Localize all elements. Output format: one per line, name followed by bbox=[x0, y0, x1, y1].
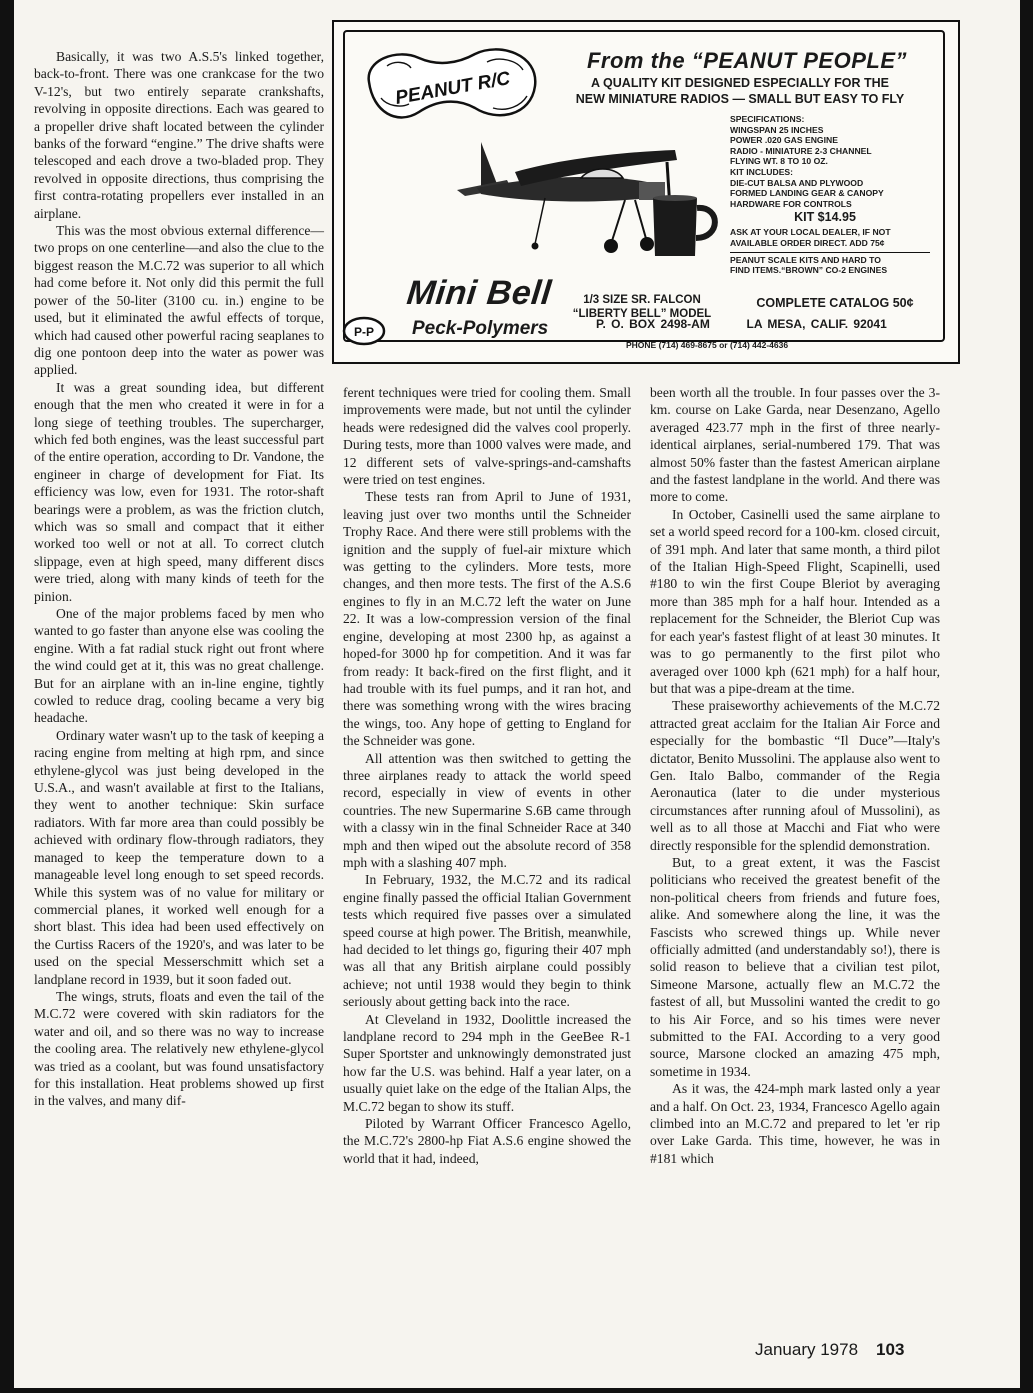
peanut-logo-text: PEANUT R/C bbox=[393, 68, 512, 109]
issue-date: January 1978 bbox=[755, 1340, 859, 1359]
ad-subheadline-2: NEW MINIATURE RADIOS — SMALL BUT EASY TO FLY bbox=[575, 92, 905, 106]
model-description-1: 1/3 SIZE SR. FALCON bbox=[583, 294, 701, 306]
paragraph: This was the most obvious external difference—two props on one centerline—and also the clue to the biggest reason the M.C.72 was superior to all which had come before it. Not only did this permit the full power of the 50-liter (3100 cu. in.) engine to be used, but it eliminated the awful effects of torque, which had caused other powerful racing seaplanes to dig one pontoon deep into the water as power was applied. bbox=[34, 223, 324, 378]
paragraph: In February, 1932, the M.C.72 and its radical engine finally passed the official Italian Government tests which required five passes over a simulated speed course at high power. The British, meanwhile, had decided to let things go, figuring their 407 mph was all that any British airplane could possibly achieve; not until 1938 would they begin to think seriously about getting back into the race. bbox=[343, 872, 631, 1010]
logo-text: P-P bbox=[353, 325, 375, 339]
paragraph: It was a great sounding idea, but different enough that the men who created it were in for a long siege of teething troubles. The supercharger, which fed both engines, was the least successful part of the entire operation, according to Dr. Vandone, the engineer in charge of development for Fiat. Its efficiency was low, even for 1931. The rotor-shaft bearings were a problem, as was the friction clutch, which was so small and compact that it either worked too well or not at all. To correct clutch slippage, even at high speed, many different discs were tried, along with many kinds of teeth for the pinion. bbox=[34, 379, 324, 604]
company-phone: PHONE (714) 469-8675 or (714) 442-4636 bbox=[626, 340, 789, 350]
company-name: Peck-Polymers bbox=[412, 318, 549, 339]
ad-specifications bbox=[730, 114, 940, 276]
page-number: 103 bbox=[876, 1340, 905, 1359]
coffee-mug-icon bbox=[647, 192, 727, 262]
article-column-2 bbox=[343, 384, 631, 1167]
product-name: Mini Bell bbox=[405, 274, 554, 312]
spec-line: POWER .020 GAS ENGINE bbox=[730, 135, 838, 146]
model-airplane-illustration bbox=[385, 132, 685, 267]
kit-line: DIE-CUT BALSA AND PLYWOOD bbox=[730, 177, 864, 188]
spec-line: RADIO - MINIATURE 2-3 CHANNEL bbox=[730, 145, 872, 156]
spec-line: WINGSPAN 25 INCHES bbox=[730, 124, 824, 135]
paragraph: These tests ran from April to June of 1931, leaving just over two months until the Schneider Trophy Race. And there were still problems with the ignition and the supply of fuel-air mixture which was getting to the cylinders. More tests, more changes, and then more tests. The first of the A.S.6 engines to fly in an M.C.72 left the water on June 22. It was a low-compression version of the final engine, developing at most 2300 hp, as against a hoped-for 3000 hp for competition. And it was far from ready: It back-fired on the first flight, and it had trouble with its fuel pumps, and it ran hot, and there was something wrong with the wires bracing the wings, too. Any hope of getting to England for the Schneider was gone. bbox=[343, 489, 631, 749]
paragraph: These praiseworthy achievements of the M.C.72 attracted great acclaim for the Italian Air Force and especially for the bombastic “Il Duce”—Italy's dictator, Benito Mussolini. The applause also went to Gen. Italo Balbo, commander of the Regia Aeronautica (later to die under mysterious circumstances after running afoul of Mussolini), as well as to all those at Macchi and Fiat who were directly responsible for the splendid demonstration. bbox=[650, 698, 940, 853]
kit-price: KIT $14.95 bbox=[794, 210, 856, 225]
advertisement bbox=[332, 20, 960, 364]
paragraph: One of the major problems faced by men who wanted to go faster than anyone else was cooling the engine. With a fat radial stuck right out front where the wind could get at it, this was no great challenge. But for an airplane with an in-line engine, tightly cowled to reduce drag, cooling became a very big headache. bbox=[34, 606, 324, 726]
paragraph: ferent techniques were tried for cooling them. Small improvements were made, but not until the cylinder heads were redesigned did the valves cool properly. During tests, more than 1000 valves were made, and 12 different sets of valve-springs-and-camshafts were tried on test engines. bbox=[343, 385, 631, 488]
divider bbox=[730, 252, 930, 253]
kit-line: HARDWARE FOR CONTROLS bbox=[730, 198, 852, 209]
company-address bbox=[596, 317, 936, 331]
ad-subheadline-1: A QUALITY KIT DESIGNED ESPECIALLY FOR THE bbox=[591, 76, 889, 90]
spec-line: FLYING WT. 8 TO 10 OZ. bbox=[730, 156, 828, 167]
article-column-3 bbox=[650, 384, 940, 1167]
paragraph: been worth all the trouble. In four passes over the 3-km. course on Lake Garda, near Desenzano, Agello averaged 423.77 mph in the first of three nearly-identical airplanes, serial-numbered 179. That was almost 50% faster than the fastest American airplane and the fastest landplane in the world. And there was more to come. bbox=[650, 385, 940, 505]
city: LA MESA, CALIF. 92041 bbox=[746, 317, 887, 331]
page-footer bbox=[755, 1340, 904, 1360]
po-box: P. O. BOX 2498-AM bbox=[596, 317, 710, 331]
magazine-page bbox=[14, 0, 1020, 1388]
paragraph: All attention was then switched to getting the three airplanes ready to attack the world speed record, especially in view of events in other countries. The new Supermarine S.6B came through with a classy win in the final Schneider Race at 340 mph and then wiped out the absolute record of 358 mph with a slashing 407 mph. bbox=[343, 750, 631, 870]
kit-line: FORMED LANDING GEAR & CANOPY bbox=[730, 188, 884, 199]
peck-polymers-logo bbox=[342, 316, 386, 346]
paragraph: As it was, the 424-mph mark lasted only a year and a half. On Oct. 23, 1934, Francesco Agello again climbed into an M.C.72 and prepared to let 'er rip over Lake Garda. This time, however, he was in #181 which bbox=[650, 1081, 940, 1166]
paragraph: The wings, struts, floats and even the tail of the M.C.72 were covered with skin radiators for the water and oil, and so there was no way to increase the cooling area. The relatively new ethylene-glycol was tried as a coolant, but was found unsatisfactory for this installation. Heat problems showed up first in the valves, and many dif- bbox=[34, 988, 324, 1109]
ad-frame bbox=[343, 30, 945, 342]
kit-title: KIT INCLUDES: bbox=[730, 166, 794, 177]
paragraph: In October, Casinelli used the same airplane to set a world speed record for a 100-km. closed circuit, of 391 mph. And later that same month, a third pilot of the Italian High-Speed Flight, Scapinelli, used #180 to win the first Coupe Bleriot by averaging more than 385 mph for a half hour. Intended as a replacement for the Schneider, the Bleriot Cup was for each year's fastest flight of at least 30 minutes. It was to go permanently to the first pilot who averaged over 1000 kph (621 mph) for a half hour, but that was a pipe-dream at the time. bbox=[650, 506, 940, 696]
paragraph: Basically, it was two A.S.5's linked together, back-to-front. There was one crankcase for the two V-12's, but two entirely separate crankshafts, revolving in opposite directions. Each was geared to a propeller drive shaft located between the cylinder banks of the forward “engine.” The drive shafts were telescoped and each drove a two-bladed prop. They revolved in opposite directions, thus comprising the first contra-rotating propellers ever installed in an airplane. bbox=[34, 49, 324, 221]
catalog-offer: COMPLETE CATALOG 50¢ bbox=[756, 296, 914, 310]
dealer-note: AVAILABLE ORDER DIRECT. ADD 75¢ bbox=[730, 237, 885, 248]
paragraph: Piloted by Warrant Officer Francesco Agello, the M.C.72's 2800-hp Fiat A.S.6 engine showed the world that it had, indeed, bbox=[343, 1116, 631, 1166]
paragraph: Ordinary water wasn't up to the task of keeping a racing engine from melting at high rpm, and since ethylene-glycol was just being developed in the U.S.A., and wasn't available at first to the Italians, they went to another technique: Skin surface radiators. With far more area than could possibly be achieved with ordinary flow-through radiators, they managed to keep the temperature down to a manageable level long enough to set speed records. While this system was of no value for military or commercial planes, it worked well enough for a short blast. This idea had been used effectively on the Curtiss Racers of the 1920's, and was later to be used on the special Messerschmitt which set a landplane record in 1939, but it soon faded out. bbox=[34, 727, 324, 987]
article-column-1 bbox=[34, 48, 324, 1110]
model-description-2: “LIBERTY BELL” MODEL bbox=[572, 308, 712, 320]
paragraph: But, to a great extent, it was the Fascist politicians who received the greatest benefit of the non-political cheers from friends and future foes, alike. And somewhere along the line, it was the Fascists who screwed things up. While never officially admitted (and understandably so!), there is solid reason to believe that a civilian test pilot, Simeone Marsone, actually flew an M.C.72 the fastest of all, but Mussolini wanted the credit to go to his Air Force, and so his times were never submitted to the FAI. According to a very good source, Marsone clocked an amazing 475 mph, sometime in 1934. bbox=[650, 854, 940, 1079]
peanut-logo-icon bbox=[357, 42, 547, 134]
paragraph: At Cleveland in 1932, Doolittle increased the landplane record to 294 mph in the GeeBee R-1 Super Sportster and unknowingly demonstrated just how far the U.S. was behind. Half a year later, on a usually quiet lake on the edge of the Italian Alps, the M.C.72 began to show its stuff. bbox=[343, 1011, 631, 1114]
ad-headline: From the “PEANUT PEOPLE” bbox=[586, 48, 908, 73]
dealer-note: ASK AT YOUR LOCAL DEALER, IF NOT bbox=[730, 227, 891, 238]
items-note: FIND ITEMS.“BROWN” CO-2 ENGINES bbox=[730, 265, 888, 276]
items-note: PEANUT SCALE KITS AND HARD TO bbox=[730, 254, 881, 265]
specs-title: SPECIFICATIONS: bbox=[730, 114, 805, 124]
